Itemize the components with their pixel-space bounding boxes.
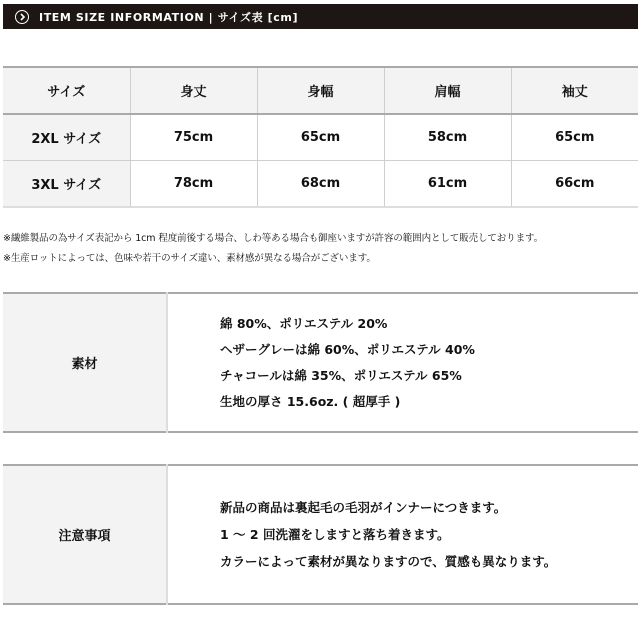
material-line: チャコールは綿 35%、ポリエステル 65% [220,367,462,383]
section-header [3,4,638,29]
table-cell: 58cm [384,114,511,161]
row-label: 2XL サイズ [3,114,130,161]
caution-line: 新品の商品は裏起毛の毛羽がインナーにつきます。 [220,500,507,515]
table-header-row [3,67,638,114]
column-header-sleeve: 袖丈 [511,67,638,114]
material-line: 綿 80%、ポリエステル 20% [220,315,388,331]
caution-value [167,465,638,604]
size-notes [3,229,543,269]
column-header-size: サイズ [3,67,130,114]
material-table [3,292,638,433]
material-label: 素材 [3,293,167,432]
table-cell: 75cm [130,114,257,161]
table-cell: 65cm [511,114,638,161]
section-title: ITEM SIZE INFORMATION | サイズ表 [cm] [39,10,299,24]
table-cell: 66cm [511,161,638,208]
column-header-length: 身丈 [130,67,257,114]
column-header-shoulder: 肩幅 [384,67,511,114]
caution-line: 1 ～ 2 回洗濯をしますと落ち着きます。 [220,527,450,542]
caution-row [3,465,638,604]
material-row [3,293,638,432]
table-cell: 78cm [130,161,257,208]
caution-label: 注意事項 [3,465,167,604]
material-line: ヘザーグレーは綿 60%、ポリエステル 40% [220,341,475,357]
table-cell: 65cm [257,114,384,161]
table-cell: 68cm [257,161,384,208]
note-line: ※生産ロットによっては、色味や若干のサイズ違い、素材感が異なる場合がございます。 [3,253,376,264]
size-table [3,66,638,208]
table-row [3,161,638,208]
caution-line: カラーによって素材が異なりますので、質感も異なります。 [220,554,557,569]
chevron-right-circle-icon [15,10,29,24]
row-label: 3XL サイズ [3,161,130,208]
material-value [167,293,638,432]
material-line: 生地の厚さ 15.6oz. ( 超厚手 ) [220,393,401,409]
table-row [3,114,638,161]
table-cell: 61cm [384,161,511,208]
note-line: ※繊維製品の為サイズ表記から 1cm 程度前後する場合、しわ等ある場合も御座いますが許容の範囲内として販売しております。 [3,233,544,244]
caution-table [3,464,638,605]
column-header-width: 身幅 [257,67,384,114]
